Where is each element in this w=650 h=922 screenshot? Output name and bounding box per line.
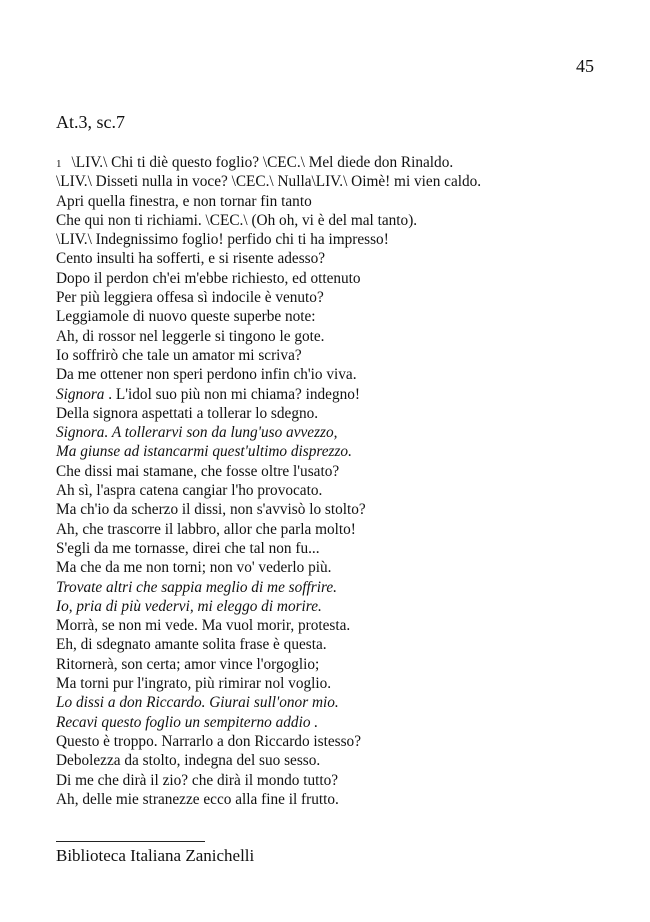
verse-line: [56, 442, 616, 461]
verse-text: Ma torni pur l'ingrato, più rimirar nol voglio.: [56, 675, 332, 693]
verse-text: Cento insulti ha sofferti, e si risente adesso?: [56, 250, 326, 268]
scene-heading: At.3, sc.7: [56, 112, 125, 132]
verse-line: [56, 307, 616, 326]
verse-text: Debolezza da stolto, indegna del suo sesso.: [56, 752, 321, 770]
verse-text: Ma giunse ad istancarmi quest'ultimo disprezzo.: [56, 443, 352, 461]
footer-text: Biblioteca Italiana Zanichelli: [56, 846, 255, 865]
verse-text: Che qui non ti richiami. \CEC.\ (Oh oh, vi è del mal tanto).: [56, 211, 418, 229]
verse-line: [56, 578, 616, 597]
verse-text: \LIV.\ Chi ti diè questo foglio? \CEC.\ Mel diede don Rinaldo.: [71, 154, 454, 171]
verse-text: Dopo il perdon ch'ei m'ebbe richiesto, ed ottenuto: [56, 269, 361, 287]
verse-line: [56, 153, 616, 172]
verse-line: [56, 288, 616, 307]
verse-line: [56, 616, 616, 635]
verse-text: Ah, di rossor nel leggerle si tingono le gote.: [56, 327, 325, 345]
verse-text: Ma ch'io da scherzo il dissi, non s'avvisò lo stolto?: [56, 501, 366, 519]
verse-line: [56, 771, 616, 790]
verse-text: Eh, di sdegnato amante solita frase è questa.: [56, 636, 327, 654]
verse-text: Leggiamole di nuovo queste superbe note:: [56, 308, 316, 326]
verse-line: [56, 404, 616, 423]
verse-text: Ritornerà, son certa; amor vince l'orgoglio;: [56, 655, 320, 673]
verse-block: [56, 153, 616, 809]
verse-line: [56, 500, 616, 519]
verse-text: \LIV.\ Indegnissimo foglio! perfido chi ti ha impresso!: [56, 231, 389, 249]
verse-text: Signora: [56, 385, 105, 403]
verse-line: [56, 790, 616, 809]
verse-line: [56, 172, 616, 191]
verse-line: [56, 365, 616, 384]
verse-text: Ah, delle mie stranezze ecco alla fine il frutto.: [56, 790, 339, 808]
verse-text: Per più leggiera offesa sì indocile è venuto?: [56, 289, 324, 307]
verse-text-rest: . L'idol suo più non mi chiama? indegno!: [104, 385, 360, 403]
line-number: 1: [56, 158, 62, 170]
verse-text: Di me che dirà il zio? che dirà il mondo tutto?: [56, 771, 339, 789]
verse-line: [56, 693, 616, 712]
verse-line: [56, 655, 616, 674]
verse-text: Trovate altri che sappia meglio di me soffrire.: [56, 578, 337, 596]
verse-line: [56, 732, 616, 751]
verse-text: Ma che da me non torni; non vo' vederlo più.: [56, 559, 332, 577]
verse-line: [56, 462, 616, 481]
verse-text: Che dissi mai stamane, che fosse oltre l'usato?: [56, 462, 340, 480]
verse-line: [56, 385, 616, 404]
verse-text: Signora. A tollerarvi son da lung'uso avvezzo,: [56, 424, 338, 442]
verse-line: [56, 713, 616, 732]
verse-text: Della signora aspettati a tollerar lo sdegno.: [56, 404, 319, 422]
verse-text: Io soffrirò che tale un amator mi scriva?: [56, 346, 302, 364]
verse-line: [56, 481, 616, 500]
verse-line: [56, 346, 616, 365]
verse-line: [56, 751, 616, 770]
verse-line: [56, 423, 616, 442]
verse-text: Morrà, se non mi vede. Ma vuol morir, protesta.: [56, 617, 351, 635]
footer-rule: [56, 841, 205, 842]
verse-text: Apri quella finestra, e non tornar fin tanto: [56, 192, 312, 210]
page-number: 45: [576, 56, 594, 76]
verse-line: [56, 192, 616, 211]
verse-line: [56, 558, 616, 577]
verse-line: [56, 249, 616, 268]
verse-line: [56, 520, 616, 539]
verse-text: Questo è troppo. Narrarlo a don Riccardo istesso?: [56, 732, 361, 750]
verse-line: [56, 539, 616, 558]
verse-line: [56, 597, 616, 616]
verse-text: \LIV.\ Disseti nulla in voce? \CEC.\ Nulla\LIV.\ Oimè! mi vien caldo.: [56, 173, 482, 191]
verse-text: Ah sì, l'aspra catena cangiar l'ho provocato.: [56, 482, 323, 500]
verse-text: S'egli da me tornasse, direi che tal non fu...: [56, 539, 320, 557]
verse-text: Da me ottener non speri perdono infin ch'io viva.: [56, 366, 357, 384]
verse-line: [56, 230, 616, 249]
verse-line: [56, 269, 616, 288]
verse-line: [56, 674, 616, 693]
verse-text: Lo dissi a don Riccardo. Giurai sull'onor mio.: [56, 694, 339, 712]
verse-text: Io, pria di più vedervi, mi eleggo di morire.: [56, 597, 322, 615]
verse-text: Ah, che trascorre il labbro, allor che parla molto!: [56, 520, 356, 538]
verse-line: [56, 211, 616, 230]
verse-line: [56, 327, 616, 346]
verse-text: Recavi questo foglio un sempiterno addio .: [56, 713, 319, 731]
verse-line: [56, 635, 616, 654]
